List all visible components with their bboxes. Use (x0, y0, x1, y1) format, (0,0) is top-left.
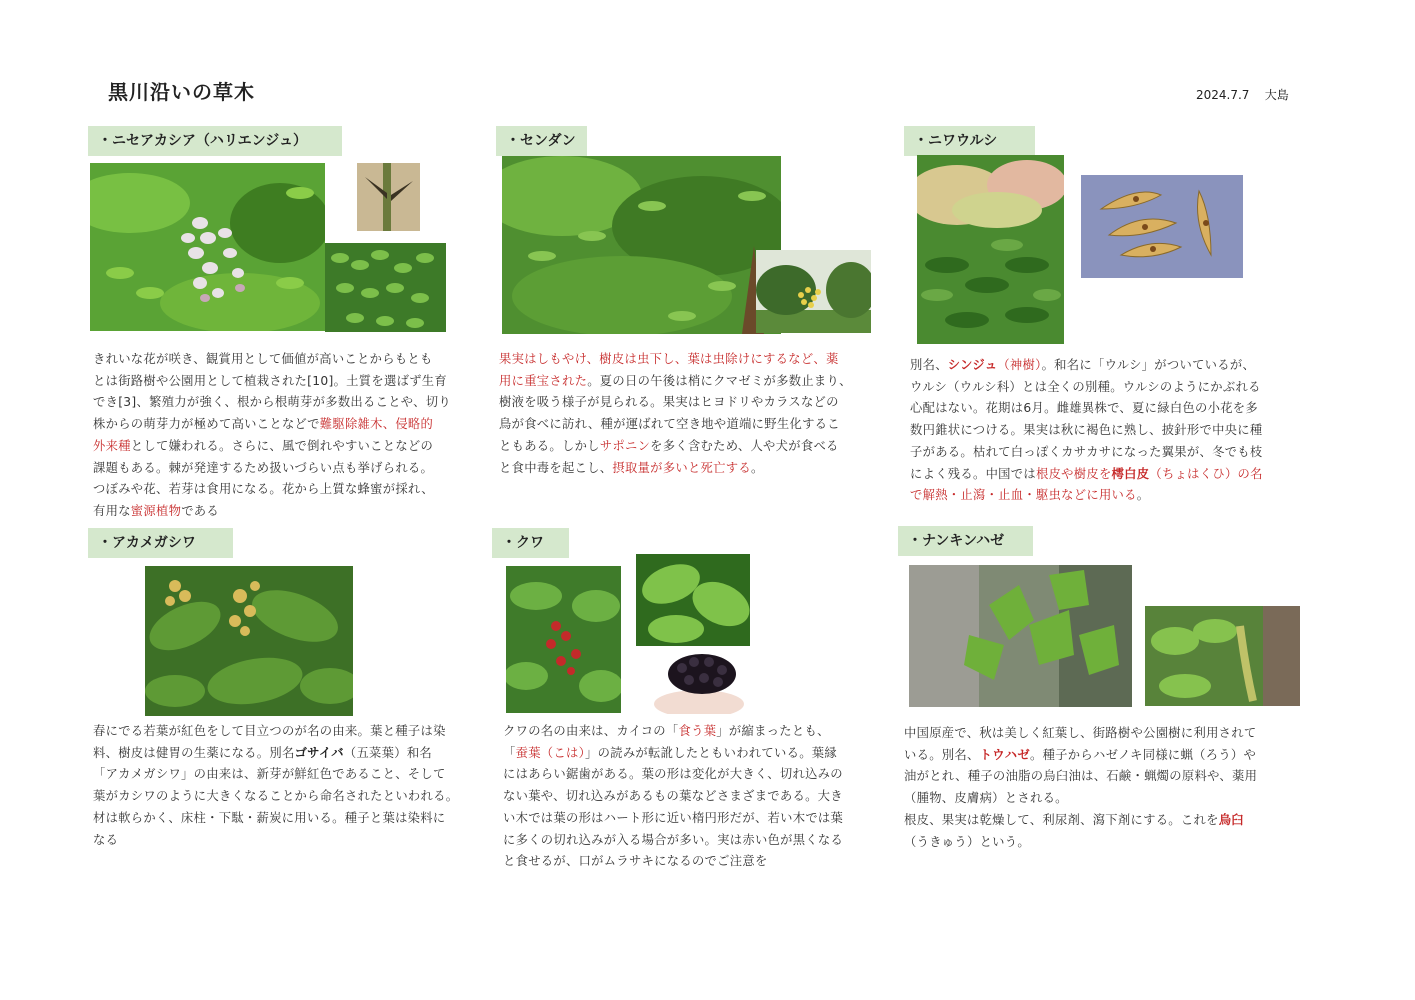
description-niwaurushi (910, 355, 1263, 507)
text-line (904, 788, 1257, 810)
description-kuwa (503, 721, 843, 873)
highlighted-text: 摂取量が多いと死亡する (612, 460, 751, 475)
photo-sendan-leaves (502, 156, 781, 334)
text-line (910, 464, 1263, 486)
highlighted-text: 食う葉 (678, 724, 717, 738)
text-segment: 心配はない。花期は6月。雌雄異株で、夏に緑白色の小花を多 (910, 401, 1258, 416)
text-segment: を多く含むため、人や犬が食べる (650, 438, 839, 453)
text-line (503, 786, 843, 808)
text-segment: 根皮、果実は乾燥して、利尿剤、瀉下剤にする。これを (904, 812, 1219, 827)
text-segment: きれいな花が咲き、観賞用として価値が高いことからもとも (93, 352, 433, 366)
text-segment: クワの名の由来は、カイコの「 (503, 724, 679, 738)
text-line (499, 414, 852, 436)
text-line (503, 721, 843, 743)
highlighted-text: 蚕葉（こは） (515, 745, 586, 760)
page-title: 黒川沿いの草木 (108, 80, 255, 104)
text-line (904, 832, 1257, 854)
text-segment: 。 (1136, 488, 1150, 503)
highlighted-text: 外来種 (93, 438, 131, 453)
photo-niseakashia-leaves (325, 243, 446, 332)
text-line (499, 371, 852, 393)
photo-sendan-fruits (756, 250, 871, 333)
highlighted-text: ゴサイバ (294, 745, 344, 760)
text-segment: と食中毒を起こし、 (499, 460, 613, 475)
text-segment: 。 (750, 460, 764, 475)
text-segment: 課題もある。棘が発達するため扱いづらい点も挙げられる。 (93, 460, 434, 475)
photo-niwaurushi-samaras (1081, 175, 1243, 278)
date: 2024.7.7 (1196, 88, 1250, 102)
text-segment: （うきゅう）という。 (904, 834, 1030, 849)
text-segment: い木では葉の形はハート形に近い楕円形だが、若い木では葉 (503, 810, 844, 825)
text-segment: 中国原産で、秋は美しく紅葉し、街路樹や公園樹に利用されて (904, 726, 1257, 740)
text-segment: によく残る。中国では (910, 466, 1036, 481)
photo-nankinhaze-flowers (1145, 606, 1300, 706)
text-segment: ない葉や、切れ込みがあるもの葉などさまざまである。大き (503, 789, 843, 804)
text-line (910, 355, 1263, 377)
date-author (1196, 86, 1289, 103)
text-line (93, 501, 451, 523)
text-segment: である (181, 503, 219, 518)
text-segment: にはあらい鋸歯がある。葉の形は変化が大きく、切れ込みの (503, 767, 843, 782)
highlighted-text: サポニン (599, 438, 651, 453)
photo-kuwa-mulberry (654, 648, 744, 714)
highlighted-text: で解熱・止瀉・止血・駆虫などに用いる (910, 488, 1137, 503)
photo-nankinhaze-leaves (909, 565, 1132, 707)
text-segment: 鳥が食べに訪れ、種が運ばれて空き地や道端に野生化するこ (499, 417, 840, 432)
text-line (93, 414, 451, 436)
text-segment: に多くの切れ込みが入る場合が多い。実は赤い色が黒くなる (503, 832, 844, 847)
text-line (910, 377, 1263, 399)
text-segment: （五菜葉）和名 (343, 745, 433, 760)
highlighted-text: 用に重宝された (499, 373, 588, 388)
text-line (93, 721, 458, 743)
text-segment: 油がとれ、種子の油脂の烏臼油は、石鹸・蝋燭の原料や、薬用 (904, 769, 1258, 784)
text-segment: 。夏の日の午後は梢にクマゼミが多数止まり、 (587, 373, 852, 388)
text-segment: 「アカメガシワ」の由来は、新芽が鮮紅色であること、そして (93, 767, 446, 782)
section-label-kuwa: ・クワ (492, 528, 569, 558)
text-segment: 。種子からハゼノキ同様に蝋（ろう）や (1029, 747, 1257, 762)
text-segment: つぼみや花、若芽は食用になる。花から上質な蜂蜜が採れ、 (93, 482, 434, 497)
photo-niwaurushi-tree (917, 155, 1064, 344)
highlighted-text: 樗白皮 (1111, 466, 1150, 481)
text-line (93, 371, 451, 393)
text-line (499, 349, 852, 371)
text-segment: なる (93, 832, 119, 847)
text-line (910, 442, 1263, 464)
photo-niseakashia-flowers (90, 163, 325, 331)
text-line (93, 392, 451, 414)
text-line (910, 420, 1263, 442)
photo-niseakashia-thorn (357, 163, 420, 231)
author: 大島 (1264, 88, 1289, 102)
photo-akamegashiwa (145, 566, 353, 716)
text-segment: 材は軟らかく、床柱・下駄・薪炭に用いる。種子と葉は染料に (93, 810, 446, 825)
text-segment: でき[3]、繁殖力が強く、根から根萌芽が多数出ることや、切り (93, 395, 451, 410)
text-segment: 有用な (93, 503, 131, 518)
highlighted-text: トウハゼ (979, 747, 1030, 762)
text-line (93, 479, 451, 501)
highlighted-text: 烏臼 (1218, 812, 1244, 827)
text-line (93, 808, 458, 830)
photo-kuwa-leaves (636, 554, 750, 646)
text-line (93, 743, 458, 765)
text-segment: 別名、 (910, 358, 948, 372)
highlighted-text: 難駆除雑木、侵略的 (319, 417, 434, 432)
text-line (904, 745, 1257, 767)
text-segment: と食せるが、口がムラサキになるのでご注意を (503, 854, 768, 869)
text-segment: 子がある。枯れて白っぽくカサカサになった翼果が、冬でも枝 (910, 444, 1263, 459)
highlighted-text: 蜜源植物 (130, 503, 182, 518)
text-line (503, 808, 843, 830)
text-segment: （腫物、皮膚病）とされる。 (904, 791, 1068, 806)
section-label-niwaurushi: ・ニワウルシ (904, 126, 1035, 156)
text-line (499, 436, 852, 458)
text-line (93, 764, 458, 786)
text-segment: とは街路樹や公園用として植栽された[10]。土質を選ばず生育 (93, 373, 447, 388)
text-segment: 春にでる若葉が紅色をして目立つのが名の由来。葉と種子は染 (93, 724, 446, 738)
text-segment: いる。別名、 (904, 747, 980, 762)
text-line (503, 743, 843, 765)
text-line (910, 398, 1263, 420)
section-label-akamegashiwa: ・アカメガシワ (88, 528, 233, 558)
photo-kuwa-red-berries (506, 566, 621, 713)
section-label-niseakashia: ・ニセアカシア（ハリエンジュ） (88, 126, 342, 156)
text-segment: ともある。しかし (499, 438, 600, 453)
text-segment: 葉がカシワのように大きくなることから命名されたといわれる。 (93, 789, 459, 804)
highlighted-text: シンジュ (947, 358, 998, 372)
highlighted-text: （ちょはくひ）の名 (1149, 466, 1263, 481)
text-segment: 」の読みが転訛したともいわれている。葉縁 (585, 745, 837, 760)
text-line (904, 723, 1257, 745)
text-line (93, 458, 451, 480)
text-segment: 料、樹皮は健胃の生薬になる。別名 (93, 745, 295, 760)
section-label-sendan: ・センダン (496, 126, 587, 156)
text-segment: 。和名に「ウルシ」がついているが、 (1041, 358, 1256, 372)
text-line (503, 764, 843, 786)
description-nankinhaze (904, 723, 1257, 853)
section-label-nankinhaze: ・ナンキンハゼ (898, 526, 1033, 556)
text-segment: ウルシ（ウルシ科）とは全くの別種。ウルシのようにかぶれる (910, 379, 1261, 394)
text-segment: 数円錐状につける。果実は秋に褐色に熟し、披針形で中央に種 (910, 423, 1263, 438)
text-line (499, 458, 852, 480)
description-akamegashiwa (93, 721, 458, 851)
text-segment: 樹液を吸う様子が見られる。果実はヒヨドリやカラスなどの (499, 395, 839, 410)
text-line (904, 810, 1257, 832)
text-line (93, 436, 451, 458)
highlighted-text: （神樹） (997, 358, 1042, 372)
text-segment: 」が縮まったとも、 (716, 724, 830, 738)
description-sendan (499, 349, 852, 479)
text-line (910, 485, 1263, 507)
text-line (93, 830, 458, 852)
text-segment: 株からの萌芽力が極めて高いことなどで (93, 417, 320, 432)
text-line (503, 851, 843, 873)
highlighted-text: 根皮や樹皮を (1035, 466, 1112, 481)
description-niseakashia (93, 349, 451, 523)
text-segment: 「 (503, 745, 516, 760)
text-segment: として嫌われる。さらに、風で倒れやすいことなどの (130, 438, 434, 453)
text-line (499, 392, 852, 414)
highlighted-text: 果実はしもやけ、樹皮は虫下し、葉は虫除けにするなど、薬 (499, 352, 839, 366)
text-line (93, 786, 458, 808)
text-line (503, 830, 843, 852)
text-line (904, 766, 1257, 788)
text-line (93, 349, 451, 371)
